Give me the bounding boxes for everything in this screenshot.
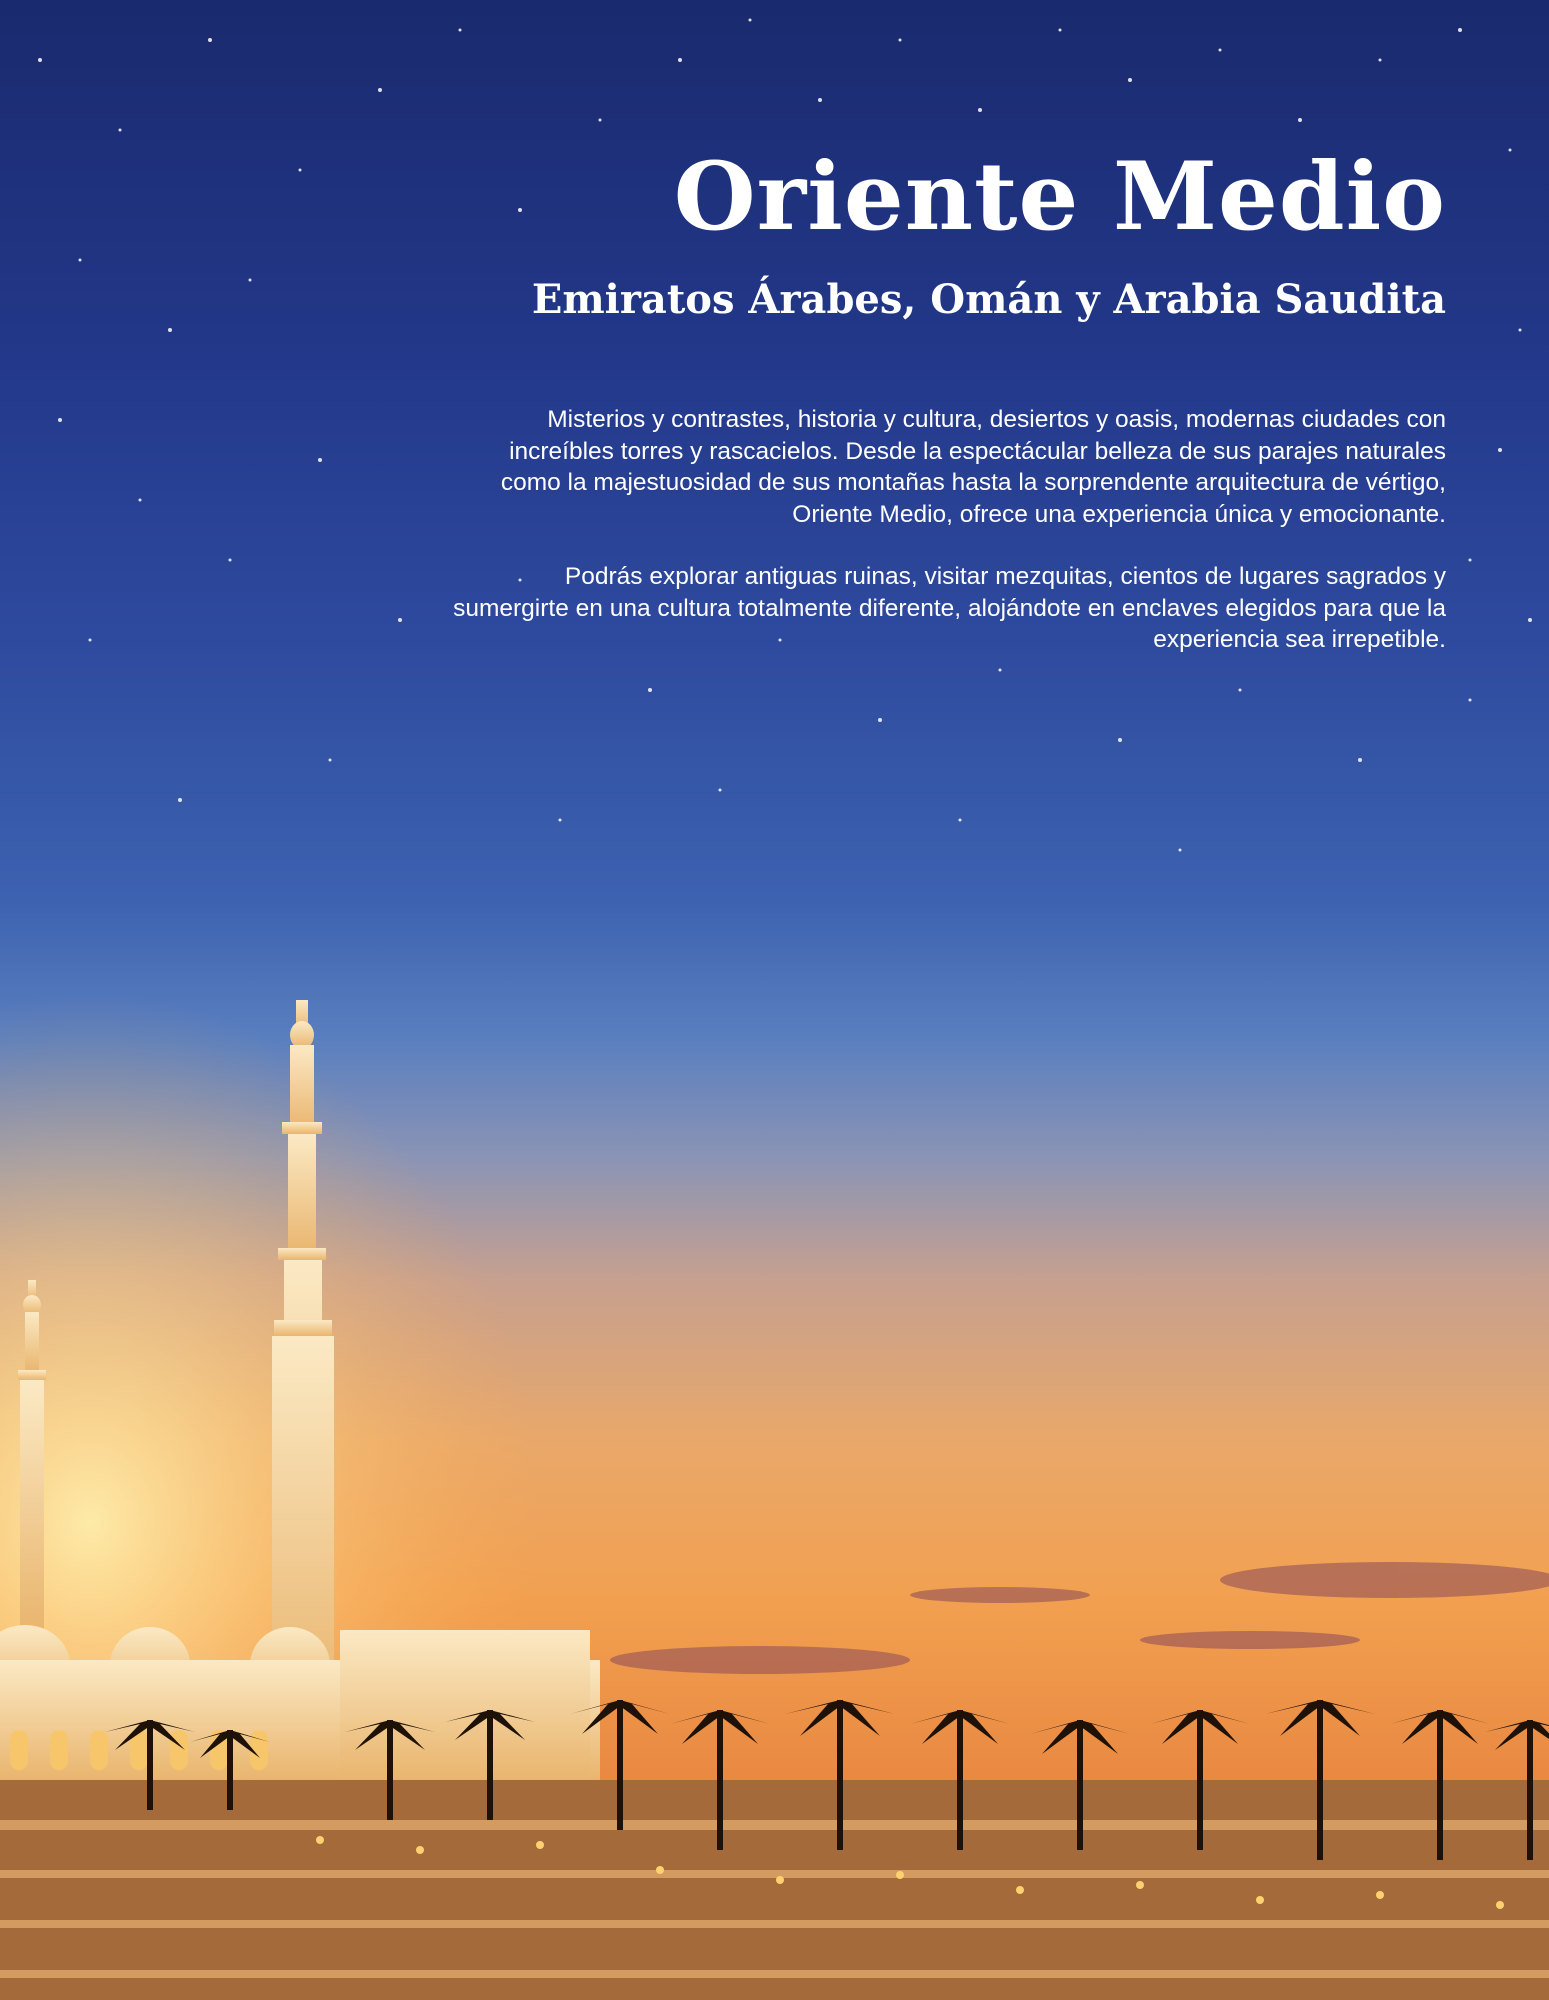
mosque-scene [0,940,1549,2000]
intro-paragraph-2: Podrás explorar antiguas ruinas, visitar mezquitas, cientos de lugares sagrados y sumergirte en una cultura totalmente diferente, alojándote en enclaves elegidos para que la experiencia sea irrepetible. [453,563,1446,653]
page-subtitle: Emiratos Árabes, Omán y Arabia Saudita [531,276,1446,323]
terraces [0,1780,1549,2000]
intro-text [446,404,1446,687]
intro-paragraph-1: Misterios y contrastes, historia y cultura, desiertos y oasis, modernas ciudades con increíbles torres y rascacielos. Desde la espectácular belleza de sus parajes naturales como la majestuosidad de sus montañas hasta la sorprendente arquitectura de vértigo, Oriente Medio, ofrece una experiencia única y emocionante. [500,406,1446,528]
page-title: Oriente Medio [673,142,1446,252]
